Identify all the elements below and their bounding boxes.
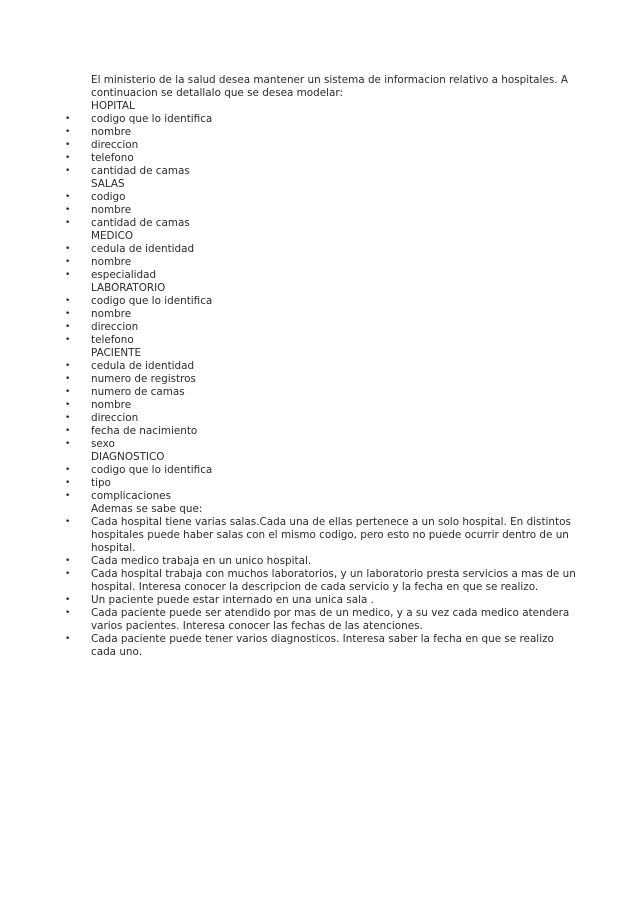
bullet-icon: • xyxy=(65,309,71,319)
rule-item-line: • Cada paciente puede ser atendido por mas de un medico, y a su vez cada medico atendera xyxy=(65,607,570,619)
bullet-icon: • xyxy=(65,153,71,163)
section-title-medico: MEDICO xyxy=(91,230,134,242)
rule-item-line: • Cada hospital tiene varias salas.Cada una de ellas pertenece a un solo hospital. En distintos xyxy=(65,516,571,528)
list-item: • codigo que lo identifica xyxy=(65,113,213,125)
list-item: • tipo xyxy=(65,477,111,489)
bullet-icon: • xyxy=(65,517,71,527)
bullet-icon: • xyxy=(65,166,71,176)
list-item: • telefono xyxy=(65,334,134,346)
list-item: • nombre xyxy=(65,126,132,138)
intro-line-1: El ministerio de la salud desea mantener un sistema de informacion relativo a hospitales. A xyxy=(91,74,568,86)
document-page xyxy=(0,74,638,659)
list-item: • nombre xyxy=(65,204,132,216)
bullet-icon: • xyxy=(65,322,71,332)
bullet-icon: • xyxy=(65,556,71,566)
bullet-icon: • xyxy=(65,140,71,150)
rule-item-line: • Cada paciente puede tener varios diagnosticos. Interesa saber la fecha en que se realizo xyxy=(65,633,554,645)
bullet-icon: • xyxy=(65,296,71,306)
bullet-icon: • xyxy=(65,192,71,202)
list-item: • fecha de nacimiento xyxy=(65,425,198,437)
list-item: • codigo que lo identifica xyxy=(65,464,213,476)
rule-item-line: cada uno. xyxy=(91,646,142,658)
bullet-icon: • xyxy=(65,569,71,579)
rule-item-line: • Cada hospital trabaja con muchos laboratorios, y un laboratorio presta servicios a mas de un xyxy=(65,568,576,580)
list-item: • codigo que lo identifica xyxy=(65,295,213,307)
intro-line-2: continuacion se detallalo que se desea modelar: xyxy=(91,87,343,99)
rule-item-line: varios pacientes. Interesa conocer las fechas de las atenciones. xyxy=(91,620,423,632)
list-item: • cantidad de camas xyxy=(65,165,190,177)
bullet-icon: • xyxy=(65,335,71,345)
bullet-icon: • xyxy=(65,205,71,215)
list-item: • numero de registros xyxy=(65,373,196,385)
list-item: • complicaciones xyxy=(65,490,171,502)
list-item: • cantidad de camas xyxy=(65,217,190,229)
list-item: • nombre xyxy=(65,256,132,268)
bullet-icon: • xyxy=(65,114,71,124)
list-item: • numero de camas xyxy=(65,386,185,398)
list-item: • direccion xyxy=(65,321,139,333)
list-item: • codigo xyxy=(65,191,126,203)
section-title-salas: SALAS xyxy=(91,178,125,190)
section-title-paciente: PACIENTE xyxy=(91,347,142,359)
bullet-icon: • xyxy=(65,478,71,488)
rule-item-line: hospital. xyxy=(91,542,136,554)
bullet-icon: • xyxy=(65,127,71,137)
list-item: • direccion xyxy=(65,139,139,151)
section-title-laboratorio: LABORATORIO xyxy=(91,282,166,294)
bullet-icon: • xyxy=(65,491,71,501)
bullet-icon: • xyxy=(65,413,71,423)
bullet-icon: • xyxy=(65,257,71,267)
bullet-icon: • xyxy=(65,244,71,254)
bullet-icon: • xyxy=(65,426,71,436)
rule-item-line: hospitales puede haber salas con el mismo codigo, pero esto no puede ocurrir dentro de un xyxy=(91,529,569,541)
rule-item-line: hospital. Interesa conocer la descripcion de cada servicio y la fecha en que se realizo. xyxy=(91,581,539,593)
bullet-icon: • xyxy=(65,270,71,280)
bullet-icon: • xyxy=(65,400,71,410)
section-title-hospital: HOPITAL xyxy=(91,100,135,112)
bullet-icon: • xyxy=(65,608,71,618)
bullet-icon: • xyxy=(65,218,71,228)
list-item: • sexo xyxy=(65,438,115,450)
bullet-icon: • xyxy=(65,465,71,475)
rules-title: Ademas se sabe que: xyxy=(91,503,203,515)
list-item: • nombre xyxy=(65,399,132,411)
list-item: • telefono xyxy=(65,152,134,164)
list-item: • cedula de identidad xyxy=(65,243,195,255)
bullet-icon: • xyxy=(65,439,71,449)
section-title-diagnostico: DIAGNOSTICO xyxy=(91,451,165,463)
list-item: • cedula de identidad xyxy=(65,360,195,372)
list-item: • direccion xyxy=(65,412,139,424)
bullet-icon: • xyxy=(65,595,71,605)
list-item: • especialidad xyxy=(65,269,157,281)
bullet-icon: • xyxy=(65,361,71,371)
bullet-icon: • xyxy=(65,374,71,384)
list-item: • nombre xyxy=(65,308,132,320)
rule-item-line: • Cada medico trabaja en un unico hospital. xyxy=(65,555,312,567)
bullet-icon: • xyxy=(65,634,71,644)
bullet-icon: • xyxy=(65,387,71,397)
rule-item-line: • Un paciente puede estar internado en una unica sala . xyxy=(65,594,374,606)
